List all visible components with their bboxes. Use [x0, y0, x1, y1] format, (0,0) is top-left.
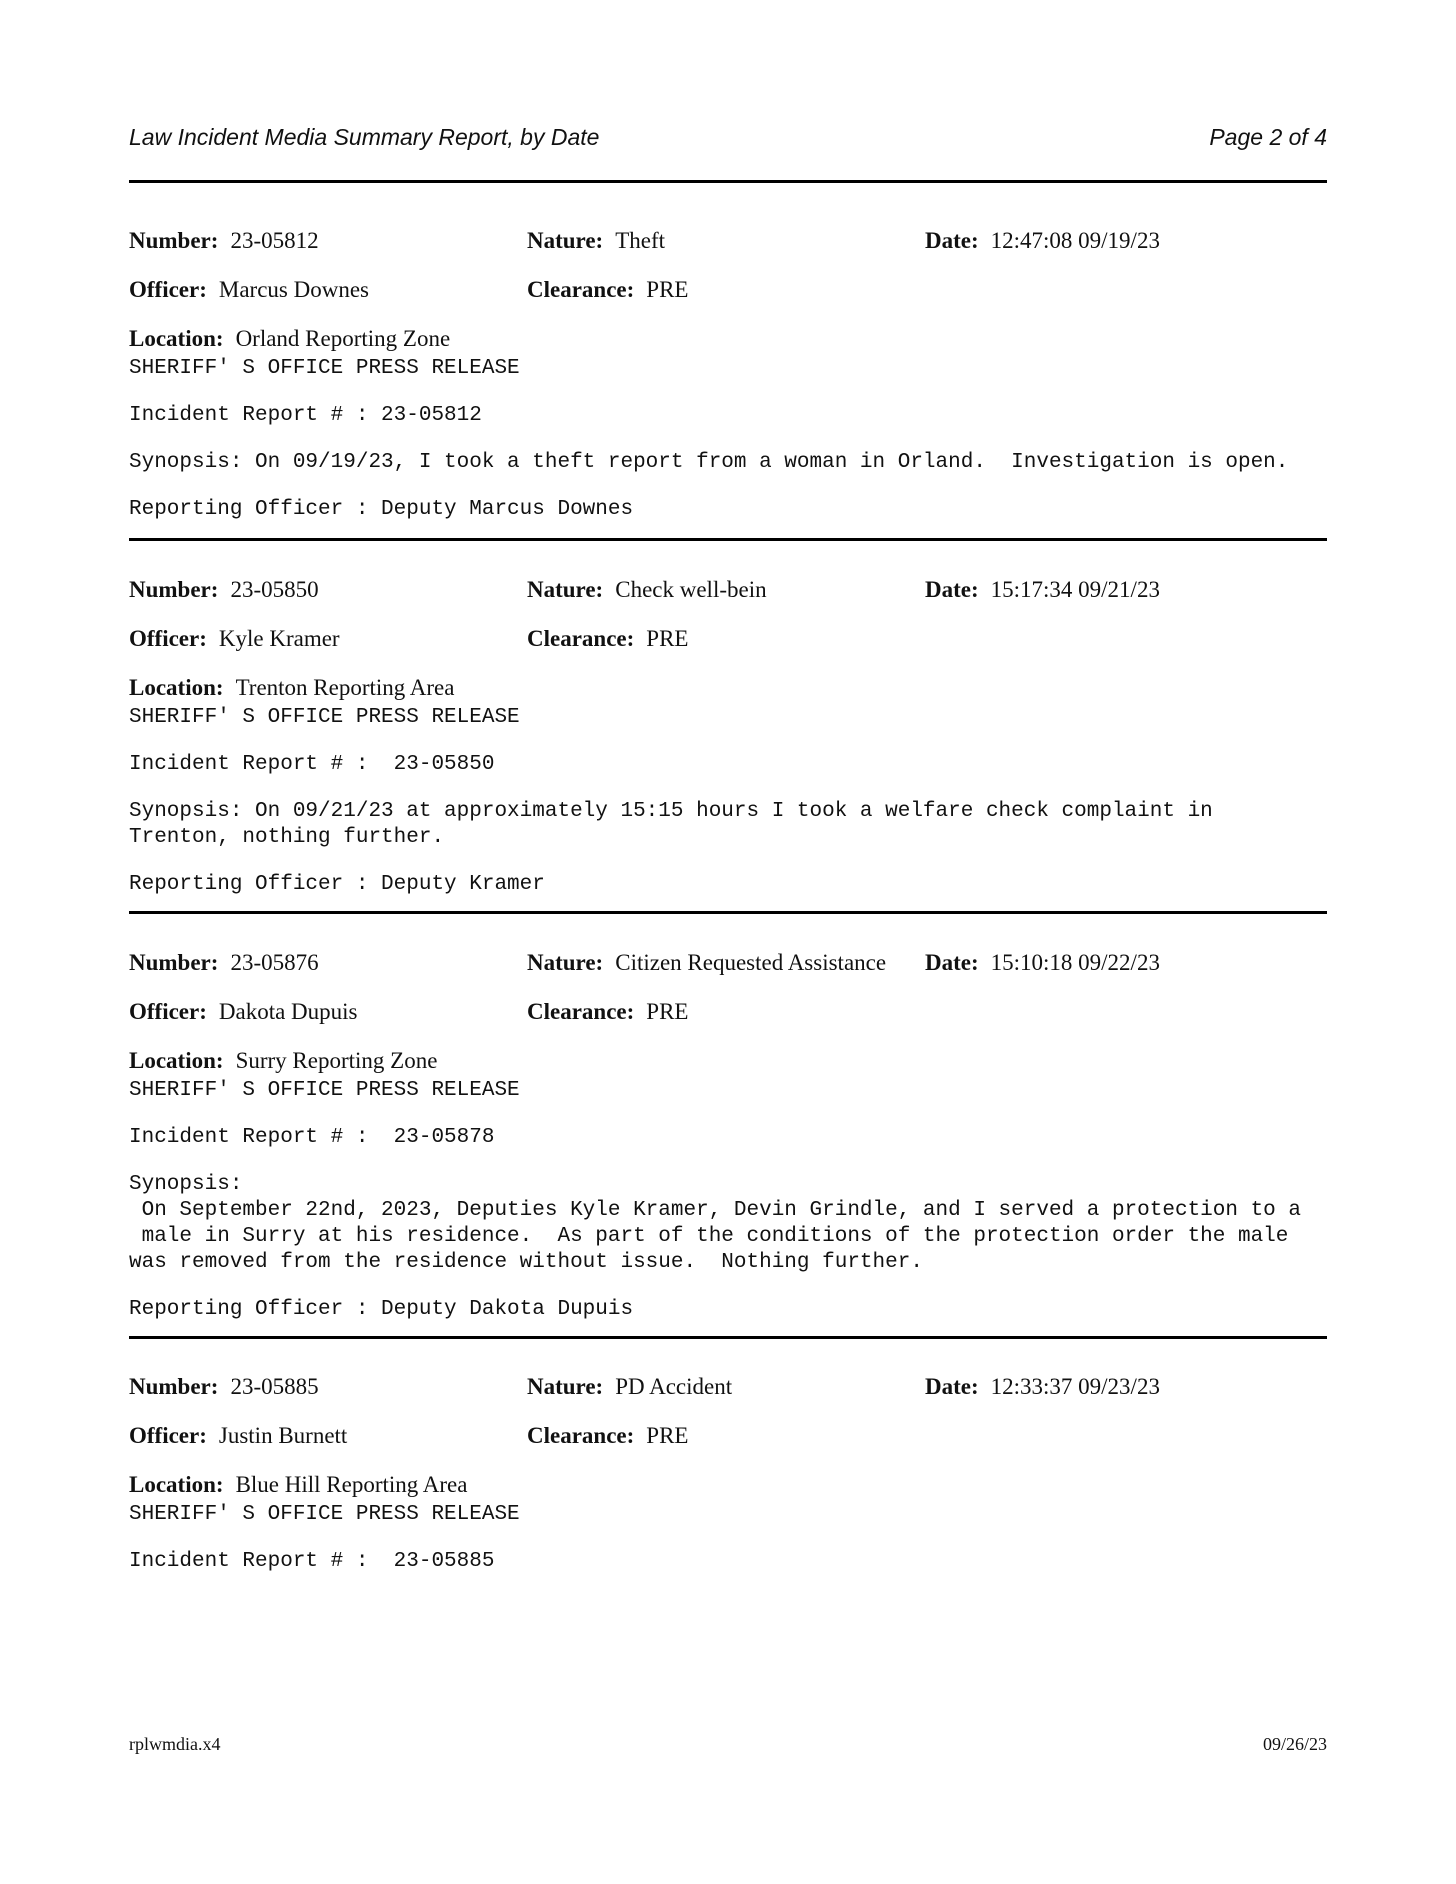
incident-clearance: PRE [646, 277, 689, 302]
incident-nature: Check well-bein [615, 577, 767, 602]
location-label: Location: [129, 675, 224, 700]
press-release-line: SHERIFF' S OFFICE PRESS RELEASE [129, 706, 520, 729]
incident-officer: Kyle Kramer [218, 626, 340, 651]
incident-location: Trenton Reporting Area [235, 675, 455, 700]
synopsis-text: Synopsis: On 09/19/23, I took a theft report from a woman in Orland. Investigation is open. [129, 451, 1289, 474]
incident-report-line: Incident Report # : 23-05885 [129, 1550, 495, 1573]
incident-date: 12:33:37 09/23/23 [990, 1374, 1160, 1399]
location-label: Location: [129, 1048, 224, 1073]
nature-label: Nature: [527, 1374, 604, 1399]
incident-date: 12:47:08 09/19/23 [990, 228, 1160, 253]
nature-label: Nature: [527, 577, 604, 602]
footer-report-code: rplwmdia.x4 [129, 1734, 221, 1754]
number-label: Number: [129, 950, 219, 975]
incident-location: Orland Reporting Zone [235, 326, 451, 351]
header-divider [129, 180, 1327, 183]
clearance-label: Clearance: [527, 1423, 635, 1448]
date-label: Date: [925, 577, 979, 602]
incident-clearance: PRE [646, 1423, 689, 1448]
incident-date: 15:10:18 09/22/23 [990, 950, 1160, 975]
incident-date: 15:17:34 09/21/23 [990, 577, 1160, 602]
date-label: Date: [925, 1374, 979, 1399]
incident-officer: Dakota Dupuis [218, 999, 358, 1024]
date-label: Date: [925, 950, 979, 975]
number-label: Number: [129, 228, 219, 253]
clearance-label: Clearance: [527, 999, 635, 1024]
date-label: Date: [925, 228, 979, 253]
footer-print-date: 09/26/23 [1262, 1734, 1327, 1754]
officer-label: Officer: [129, 277, 207, 302]
incident-location: Blue Hill Reporting Area [235, 1472, 468, 1497]
incident-nature: PD Accident [615, 1374, 733, 1399]
record-divider [129, 538, 1327, 541]
page-number: Page 2 of 4 [1209, 124, 1327, 150]
location-label: Location: [129, 326, 224, 351]
synopsis-text: Synopsis: On September 22nd, 2023, Deputies Kyle Kramer, Devin Grindle, and I served a protection to a male in Surry at his residence. As part of the conditions of the protection order the male was removed from the residence without issue. Nothing further. [129, 1173, 1301, 1274]
incident-nature: Theft [615, 228, 666, 253]
reporting-officer-line: Reporting Officer : Deputy Dakota Dupuis [129, 1298, 634, 1321]
press-release-line: SHERIFF' S OFFICE PRESS RELEASE [129, 1079, 520, 1102]
incident-report-line: Incident Report # : 23-05850 [129, 753, 495, 776]
nature-label: Nature: [527, 950, 604, 975]
record-divider [129, 1336, 1327, 1339]
press-release-line: SHERIFF' S OFFICE PRESS RELEASE [129, 357, 520, 380]
incident-location: Surry Reporting Zone [235, 1048, 438, 1073]
reporting-officer-line: Reporting Officer : Deputy Kramer [129, 873, 545, 896]
location-label: Location: [129, 1472, 224, 1497]
incident-officer: Marcus Downes [218, 277, 369, 302]
incident-officer: Justin Burnett [218, 1423, 348, 1448]
officer-label: Officer: [129, 626, 207, 651]
officer-label: Officer: [129, 1423, 207, 1448]
number-label: Number: [129, 577, 219, 602]
incident-number: 23-05876 [230, 950, 319, 975]
reporting-officer-line: Reporting Officer : Deputy Marcus Downes [129, 498, 634, 521]
press-release-line: SHERIFF' S OFFICE PRESS RELEASE [129, 1503, 520, 1526]
incident-clearance: PRE [646, 999, 689, 1024]
clearance-label: Clearance: [527, 277, 635, 302]
officer-label: Officer: [129, 999, 207, 1024]
incident-number: 23-05885 [230, 1374, 319, 1399]
nature-label: Nature: [527, 228, 604, 253]
incident-number: 23-05812 [230, 228, 319, 253]
clearance-label: Clearance: [527, 626, 635, 651]
incident-report-line: Incident Report # : 23-05812 [129, 404, 482, 427]
incident-clearance: PRE [646, 626, 689, 651]
incident-report-line: Incident Report # : 23-05878 [129, 1126, 495, 1149]
synopsis-text: Synopsis: On 09/21/23 at approximately 15:15 hours I took a welfare check complaint in Trenton, nothing further. [129, 800, 1213, 849]
incident-number: 23-05850 [230, 577, 319, 602]
report-title: Law Incident Media Summary Report, by Date [129, 124, 600, 150]
incident-nature: Citizen Requested Assistance [615, 950, 887, 975]
number-label: Number: [129, 1374, 219, 1399]
record-divider [129, 911, 1327, 914]
